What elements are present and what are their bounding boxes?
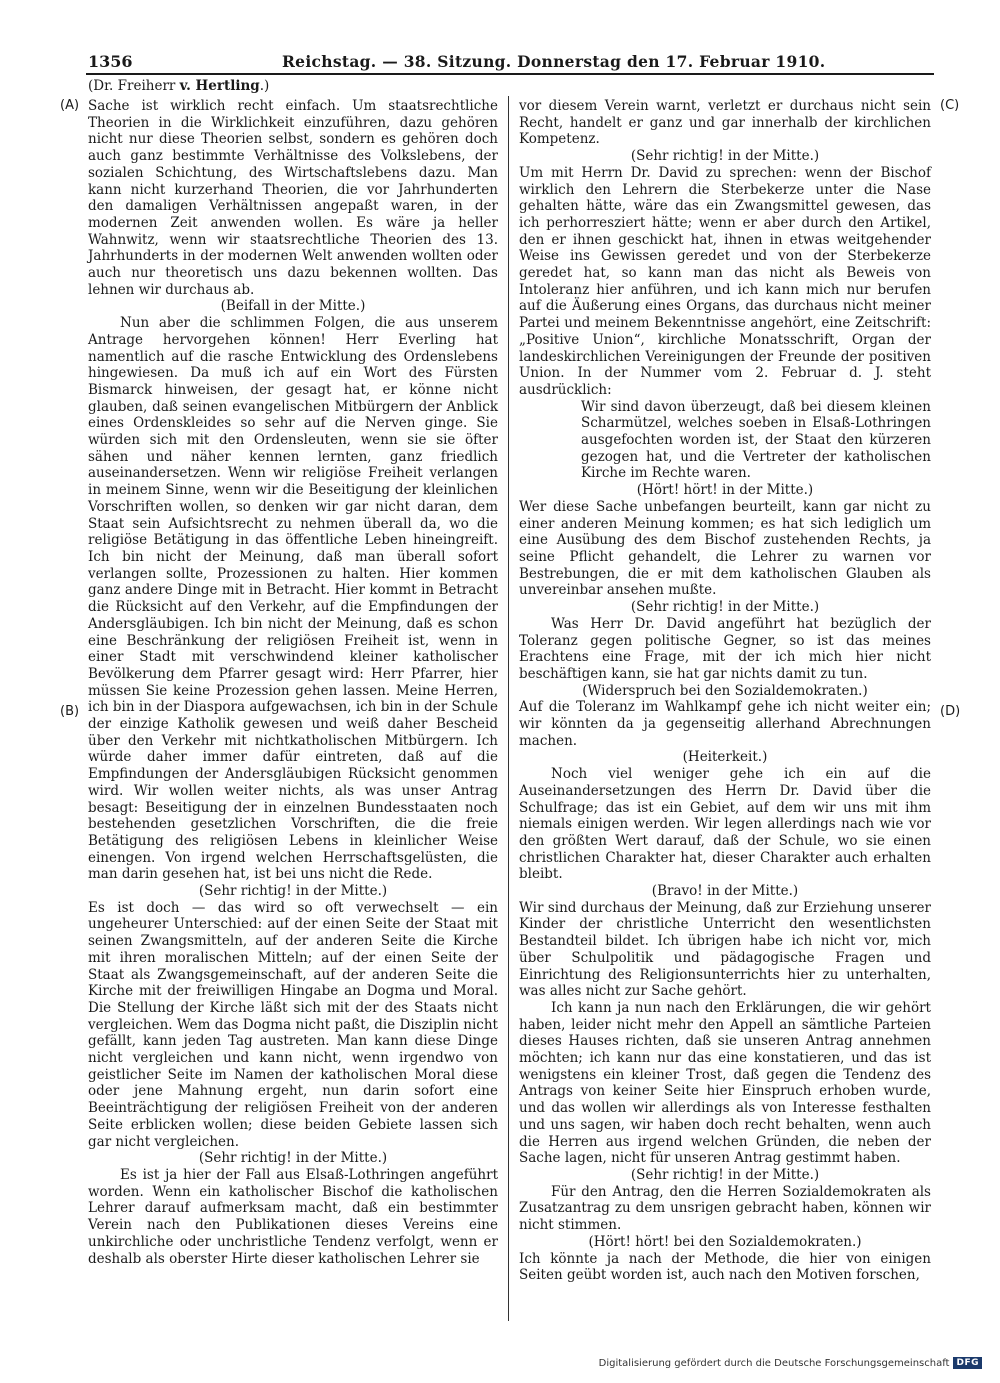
margin-mark-a: (A)	[60, 98, 80, 113]
footer	[599, 1357, 982, 1369]
paragraph: Noch viel weniger gehe ich ein auf die Auseinandersetzungen des Herrn Dr. David über die Schulfrage; das ist ein Gebiet, auf dem wir uns mit ihm niemals einigen werden. Wir legen allerdings nach wie vor den größten Wert darauf, daß der Schule, wo sie einen christlichen Charakter hat, dieser Charakter auch erhalten bleibt.	[519, 766, 931, 883]
running-head: Reichstag. — 38. Sitzung. Donnerstag den 17. Februar 1910.	[282, 52, 826, 71]
reaction-note: (Heiterkeit.)	[682, 749, 768, 766]
header-rule	[86, 73, 934, 75]
reaction-note: (Sehr richtig! in der Mitte.)	[630, 1167, 820, 1183]
speaker-suffix: .)	[259, 78, 270, 94]
reaction-note: (Sehr richtig! in der Mitte.)	[198, 883, 388, 900]
footer-text: Digitalisierung gefördert durch die Deutsche Forschungsgemeinschaft	[598, 1357, 950, 1369]
paragraph: Nun aber die schlimmen Folgen, die aus unserem Antrage hervorgehen können! Herr Everling hat namentlich auf die rasche Entwicklung des Ordenslebens hingewiesen. Da muß ich auf ein Wort des Fürsten Bismarck hinweisen, der gesagt hat, er könne nicht glauben, daß seinen evangelischen Mitbürgern der Anblick eines Ordenskleides so sehr auf die Nerven ginge. Sie würden sich mit den Ordensleuten, wenn sie sie öfter sähen und näher kennen lernten, ganz friedlich auseinandersetzen. Wenn wir religiöse Freiheit verlangen in meinem Sinne, wenn wir die Beseitigung der kleinlichen Vorschriften wollen, so denken wir gar nicht daran, dem Staat sein Aufsichtsrecht zu nehmen überall da, wo die religiöse Betätigung in das öffentliche Leben hineingreift. Ich bin nicht der Meinung, daß man überall sofort verlangen sollte, Prozessionen zu halten. Hier kommen ganz andere Dinge mit in Betracht. Hier kommt in Betracht die Rücksicht auf den Verkehr, auf die Empfindungen der Andersgläubigen. Ich bin nicht der Meinung, daß es schon eine Beschränkung der religiösen Freiheit ist, wenn in einer Stadt mit verschwindend kleiner katholischer Bevölkerung dem Pfarrer gesagt wird: Herr Pfarrer, hier müssen Sie keine Prozession gehen lassen. Meine Herren, ich bin in der Diaspora aufgewachsen, ich bin in der Schule der einzige Katholik gewesen und weiß daher Bescheid über den Verkehr mit nichtkatholischen Mitbürgern. Ich würde daher immer dafür eintreten, daß auf die Empfindungen der Andersgläubigen Rücksicht genommen wird. Wir wollen weiter nichts, als was unser Antrag besagt: Beseitigung der in einzelnen Bundesstaaten noch bestehenden gesetzlichen Vorschriften, die die freie Betätigung des religiösen Lebens in kleinlicher Weise einengen. Von irgend welchen Herrschaftsgelüsten, die man darin gesehen hat, ist bei uns nicht die Rede.	[88, 315, 498, 883]
reaction-note: (Sehr richtig! in der Mitte.)	[198, 1150, 388, 1167]
margin-mark-c: (C)	[940, 98, 960, 113]
reaction-note: (Widerspruch bei den Sozialdemokraten.)	[582, 682, 868, 699]
page-number: 1356	[88, 52, 133, 71]
paragraph: Ich könnte ja nach der Methode, die hier von einigen Seiten geübt worden ist, auch nach den Motiven forschen,	[519, 1250, 931, 1284]
block-quote: Wir sind davon überzeugt, daß bei diesem kleinen Scharmützel, welches soeben in Elsaß-Lothringen ausgefochten worden ist, der Staat den kürzeren gezogen hat, und die Vertreter der katholischen Kirche im Rechte waren.	[581, 398, 931, 482]
reaction-note: (Hört! hört! bei den Sozialdemokraten.)	[588, 1233, 862, 1250]
margin-mark-d: (D)	[940, 704, 961, 719]
paragraph: Es ist doch — das wird so oft verwechselt — ein ungeheurer Unterschied: auf der einen Seite der Staat mit seinen Zwangsmitteln, auf der anderen Seite die Kirche mit ihren moralischen Mitteln; auf der einen Seite der Staat als Zwangsgemeinschaft, auf der anderen Seite die Kirche mit der freiwilligen Hingabe an Dogma und Moral. Die Stellung der Kirche läßt sich mit der des Staats nicht vergleichen. Wem das Dogma nicht paßt, die Disziplin nicht gefällt, kann jeden Tag austreten. Man kann diese Dinge nicht vergleichen und kann nicht, wenn irgendwo von geistlicher Seite im Namen der katholischen Moral diese oder jene Mahnung ergeht, nun darin sofort eine Beeinträchtigung der religiösen Freiheit von der anderen Seite erblicken wollen; diese beiden Gebiete lassen sich gar nicht vergleichen.	[88, 899, 498, 1150]
paragraph: Auf die Toleranz im Wahlkampf gehe ich nicht weiter ein; wir könnten da ja gegenseitig allerhand Abrechnungen machen.	[519, 699, 931, 749]
margin-mark-b: (B)	[60, 704, 80, 719]
speaker-prefix: (Dr. Freiherr	[88, 78, 180, 94]
paragraph: Für den Antrag, den die Herren Sozialdemokraten als Zusatzantrag zu dem unsrigen gebracht haben, können wir nicht stimmen.	[519, 1183, 931, 1234]
reaction-note: (Beifall in der Mitte.)	[220, 298, 366, 315]
speaker-name: v. Hertling	[179, 78, 260, 94]
paragraph: vor diesem Verein warnt, verletzt er durchaus nicht sein Recht, handelt er ganz und gar innerhalb der kirchlichen Kompetenz.	[519, 98, 931, 148]
paragraph: Sache ist wirklich recht einfach. Um staatsrechtliche Theorien in die Wirklichkeit einzuführen, dazu gehören nicht nur diese Theorien selbst, sondern es gehören doch auch ganz bestimmte Verhältnisse des Volkslebens, der sozialen Schichtung, des Wirtschaftslebens dazu. Man kann nicht kurzerhand Theorien, die vor Jahrhunderten den damaligen Verhältnissen angepaßt waren, in der modernen Zeit anwenden wollen. Es wäre ja heller Wahnwitz, wenn wir staatsrechtliche Theorien des 13. Jahrhunderts in der modernen Welt anwenden wollten oder auch nur theoretisch uns dazu bekennen wollten. Das lehnen wir durchaus ab.	[88, 98, 498, 298]
paragraph: Um mit Herrn Dr. David zu sprechen: wenn der Bischof wirklich den Lehrern die Sterbekerze unter die Nase gehalten hätte, wäre das ein Zwangsmittel gewesen, das ich perhorresziert hätte; wenn er aber durch den Artikel, den er ihnen geschickt hat, ihnen in etwas weitgehender Weise ins Gewissen geredet und von der Sterbekerze geredet hat, so kann man das nicht als Beweis von Intoleranz hier anführen, und ich kann mich nur berufen auf die Äußerung eines Organs, das durchaus nicht meiner Partei und meinem Bekenntnisse angehört, eine Zeitschrift: „Positive Union“, kirchliche Monatsschrift, Organ der landeskirchlichen Vereinigungen der Freunde der positiven Union. In der Nummer vom 2. Februar d. J. steht ausdrücklich:	[519, 164, 931, 398]
reaction-note: (Bravo! in der Mitte.)	[651, 883, 799, 900]
reaction-note: (Sehr richtig! in der Mitte.)	[630, 599, 820, 616]
speaker-line	[88, 78, 269, 94]
left-column	[88, 98, 498, 1267]
paragraph: Wer diese Sache unbefangen beurteilt, kann gar nicht zu einer anderen Meinung kommen; es hat sich lediglich um eine Ausübung des dem Bischof zustehenden Rechts, ja seine Pflicht gehandelt, die Lehrer zu warnen vor Bestrebungen, die er mit dem katholischen Glauben als unvereinbar ansehen mußte.	[519, 498, 931, 599]
paragraph: Ich kann ja nun nach den Erklärungen, die wir gehört haben, leider nicht mehr den Appell an sämtliche Parteien dieses Hauses richten, daß sie unseren Antrag annehmen möchten; ich kann nur das eine konstatieren, und das ist wenigstens ein kleiner Trost, daß gegen die Tendenz des Antrags von keiner Seite hier Einspruch erhoben wurde, und das wollen wir allerdings als von Interesse festhalten und uns sagen, wir haben doch recht behalten, wenn auch die Herren aus irgend welchen Gründen, die neben der Sache lagen, nicht für unseren Antrag gestimmt haben.	[519, 999, 931, 1167]
paragraph: Wir sind durchaus der Meinung, daß zur Erziehung unserer Kinder der christliche Unterricht den wesentlichsten Bestandteil bildet. Ich übrigen habe ich nicht vor, mich über Schulpolitik und pädagogische Fragen und Einrichtung des Religionsunterrichts hier zu unterhalten, was alles nicht zur Sache gehört.	[519, 899, 931, 1000]
paragraph: Was Herr Dr. David angeführt hat bezüglich der Toleranz gegen politische Gegner, so ist das meines Erachtens eine Frage, mit der ich mich hier nicht beschäftigen kann, sie hat gar nichts damit zu tun.	[519, 615, 931, 682]
dfg-logo: DFG	[953, 1357, 982, 1369]
right-column	[519, 98, 931, 1284]
column-divider	[508, 96, 509, 1321]
reaction-note: (Sehr richtig! in der Mitte.)	[630, 148, 820, 165]
paragraph: Es ist ja hier der Fall aus Elsaß-Lothringen angeführt worden. Wenn ein katholischer Bischof die katholischen Lehrer darauf aufmerksam macht, daß ein bestimmter Verein nach den Publikationen dieses Vereins eine unkirchliche oder unchristliche Tendenz verfolgt, wenn er deshalb als oberster Hirte dieser katholischen Lehrer sie	[88, 1167, 498, 1267]
reaction-note: (Hört! hört! in der Mitte.)	[636, 482, 814, 499]
